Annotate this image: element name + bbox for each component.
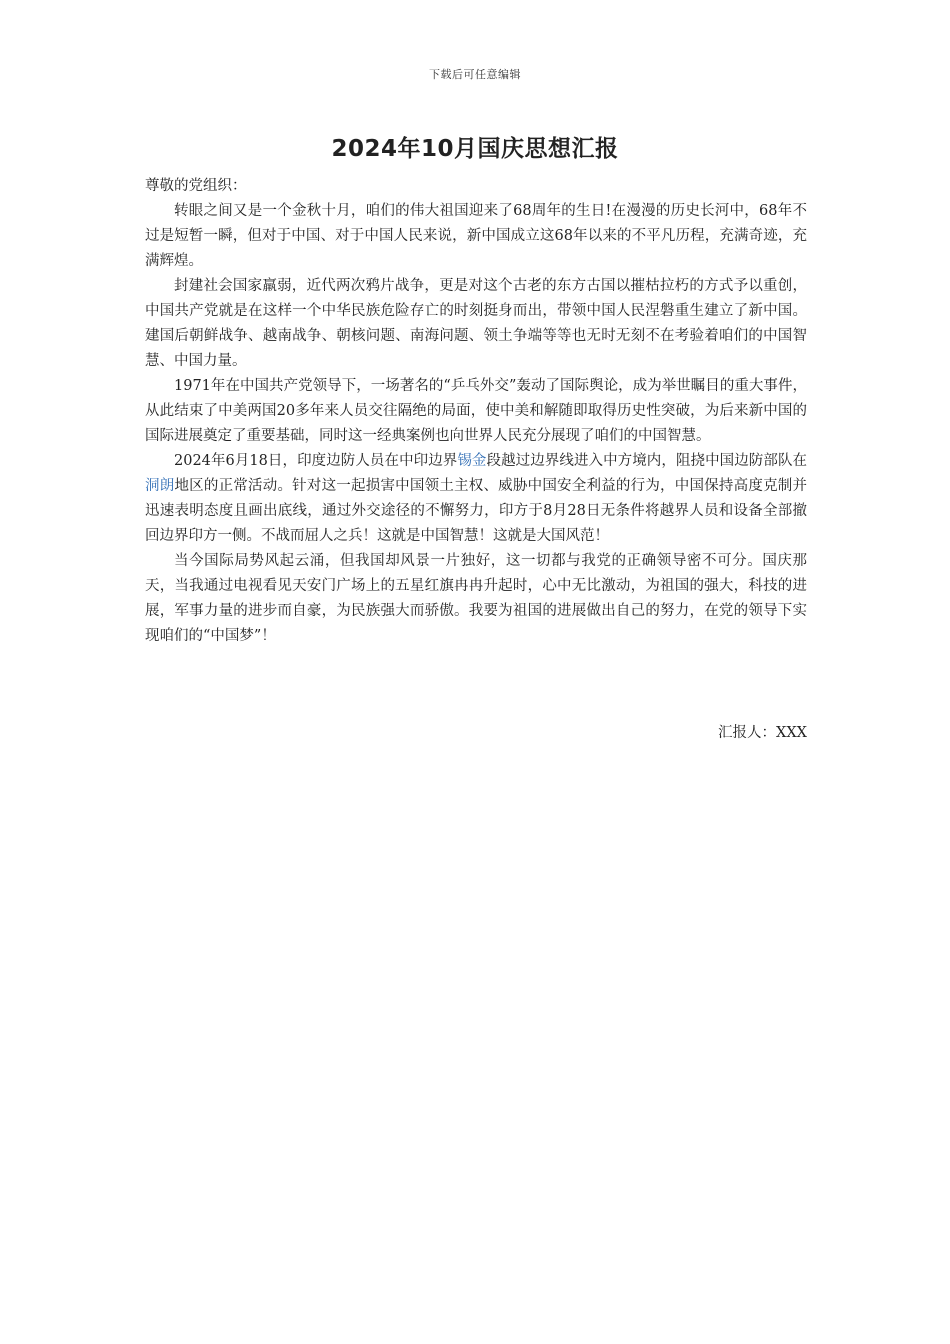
doklam-link[interactable]: 洞朗 bbox=[145, 478, 175, 494]
paragraph-1: 转眼之间又是一个金秋十月，咱们的伟大祖国迎来了68周年的生日!在漫漫的历史长河中，68年不过是短暂一瞬，但对于中国、对于中国人民来说，新中国成立这68年以来的不平凡历程，充满奇迹，充满辉煌。 bbox=[145, 203, 807, 269]
paragraph-4-part-2: 段越过边界线进入中方境内，阻挠中国边防部队在 bbox=[486, 453, 808, 469]
paragraph-4 bbox=[145, 449, 807, 549]
paragraph-4-part-3: 地区的正常活动。针对这一起损害中国领土主权、威胁中国安全利益的行为，中国保持高度克制并迅速表明态度且画出底线，通过外交途径的不懈努力，印方于8月28日无条件将越界人员和设备全部撤回边界印方一侧。不战而屈人之兵！这就是中国智慧！这就是大国风范！ bbox=[145, 478, 808, 544]
signature: 汇报人：XXX bbox=[718, 725, 807, 741]
document-title: 2024年10月国庆思想汇报 bbox=[331, 136, 619, 162]
header-note: 下载后可任意编辑 bbox=[429, 68, 521, 81]
paragraph-4-part-1: 2024年6月18日，印度边防人员在中印边界 bbox=[174, 453, 458, 469]
document-body bbox=[145, 174, 807, 649]
sikkim-link[interactable]: 锡金 bbox=[457, 453, 487, 469]
paragraph-3: 1971年在中国共产党领导下，一场著名的“乒乓外交”轰动了国际舆论，成为举世瞩目的重大事件，从此结束了中美两国20多年来人员交往隔绝的局面，使中美和解随即取得历史性突破，为后来新中国的国际进展奠定了重要基础，同时这一经典案例也向世界人民充分展现了咱们的中国智慧。 bbox=[145, 378, 807, 444]
paragraph-2: 封建社会国家羸弱，近代两次鸦片战争，更是对这个古老的东方古国以摧枯拉朽的方式予以重创，中国共产党就是在这样一个中华民族危险存亡的时刻挺身而出，带领中国人民涅磐重生建立了新中国。建国后朝鲜战争、越南战争、朝核问题、南海问题、领土争端等等也无时无刻不在考验着咱们的中国智慧、中国力量。 bbox=[145, 278, 807, 369]
paragraph-5: 当今国际局势风起云涌，但我国却风景一片独好，这一切都与我党的正确领导密不可分。国庆那天，当我通过电视看见天安门广场上的五星红旗冉冉升起时，心中无比激动，为祖国的强大，科技的进展，军事力量的进步而自豪，为民族强大而骄傲。我要为祖国的进展做出自己的努力，在党的领导下实现咱们的“中国梦”！ bbox=[145, 553, 807, 644]
salutation: 尊敬的党组织： bbox=[145, 178, 247, 194]
